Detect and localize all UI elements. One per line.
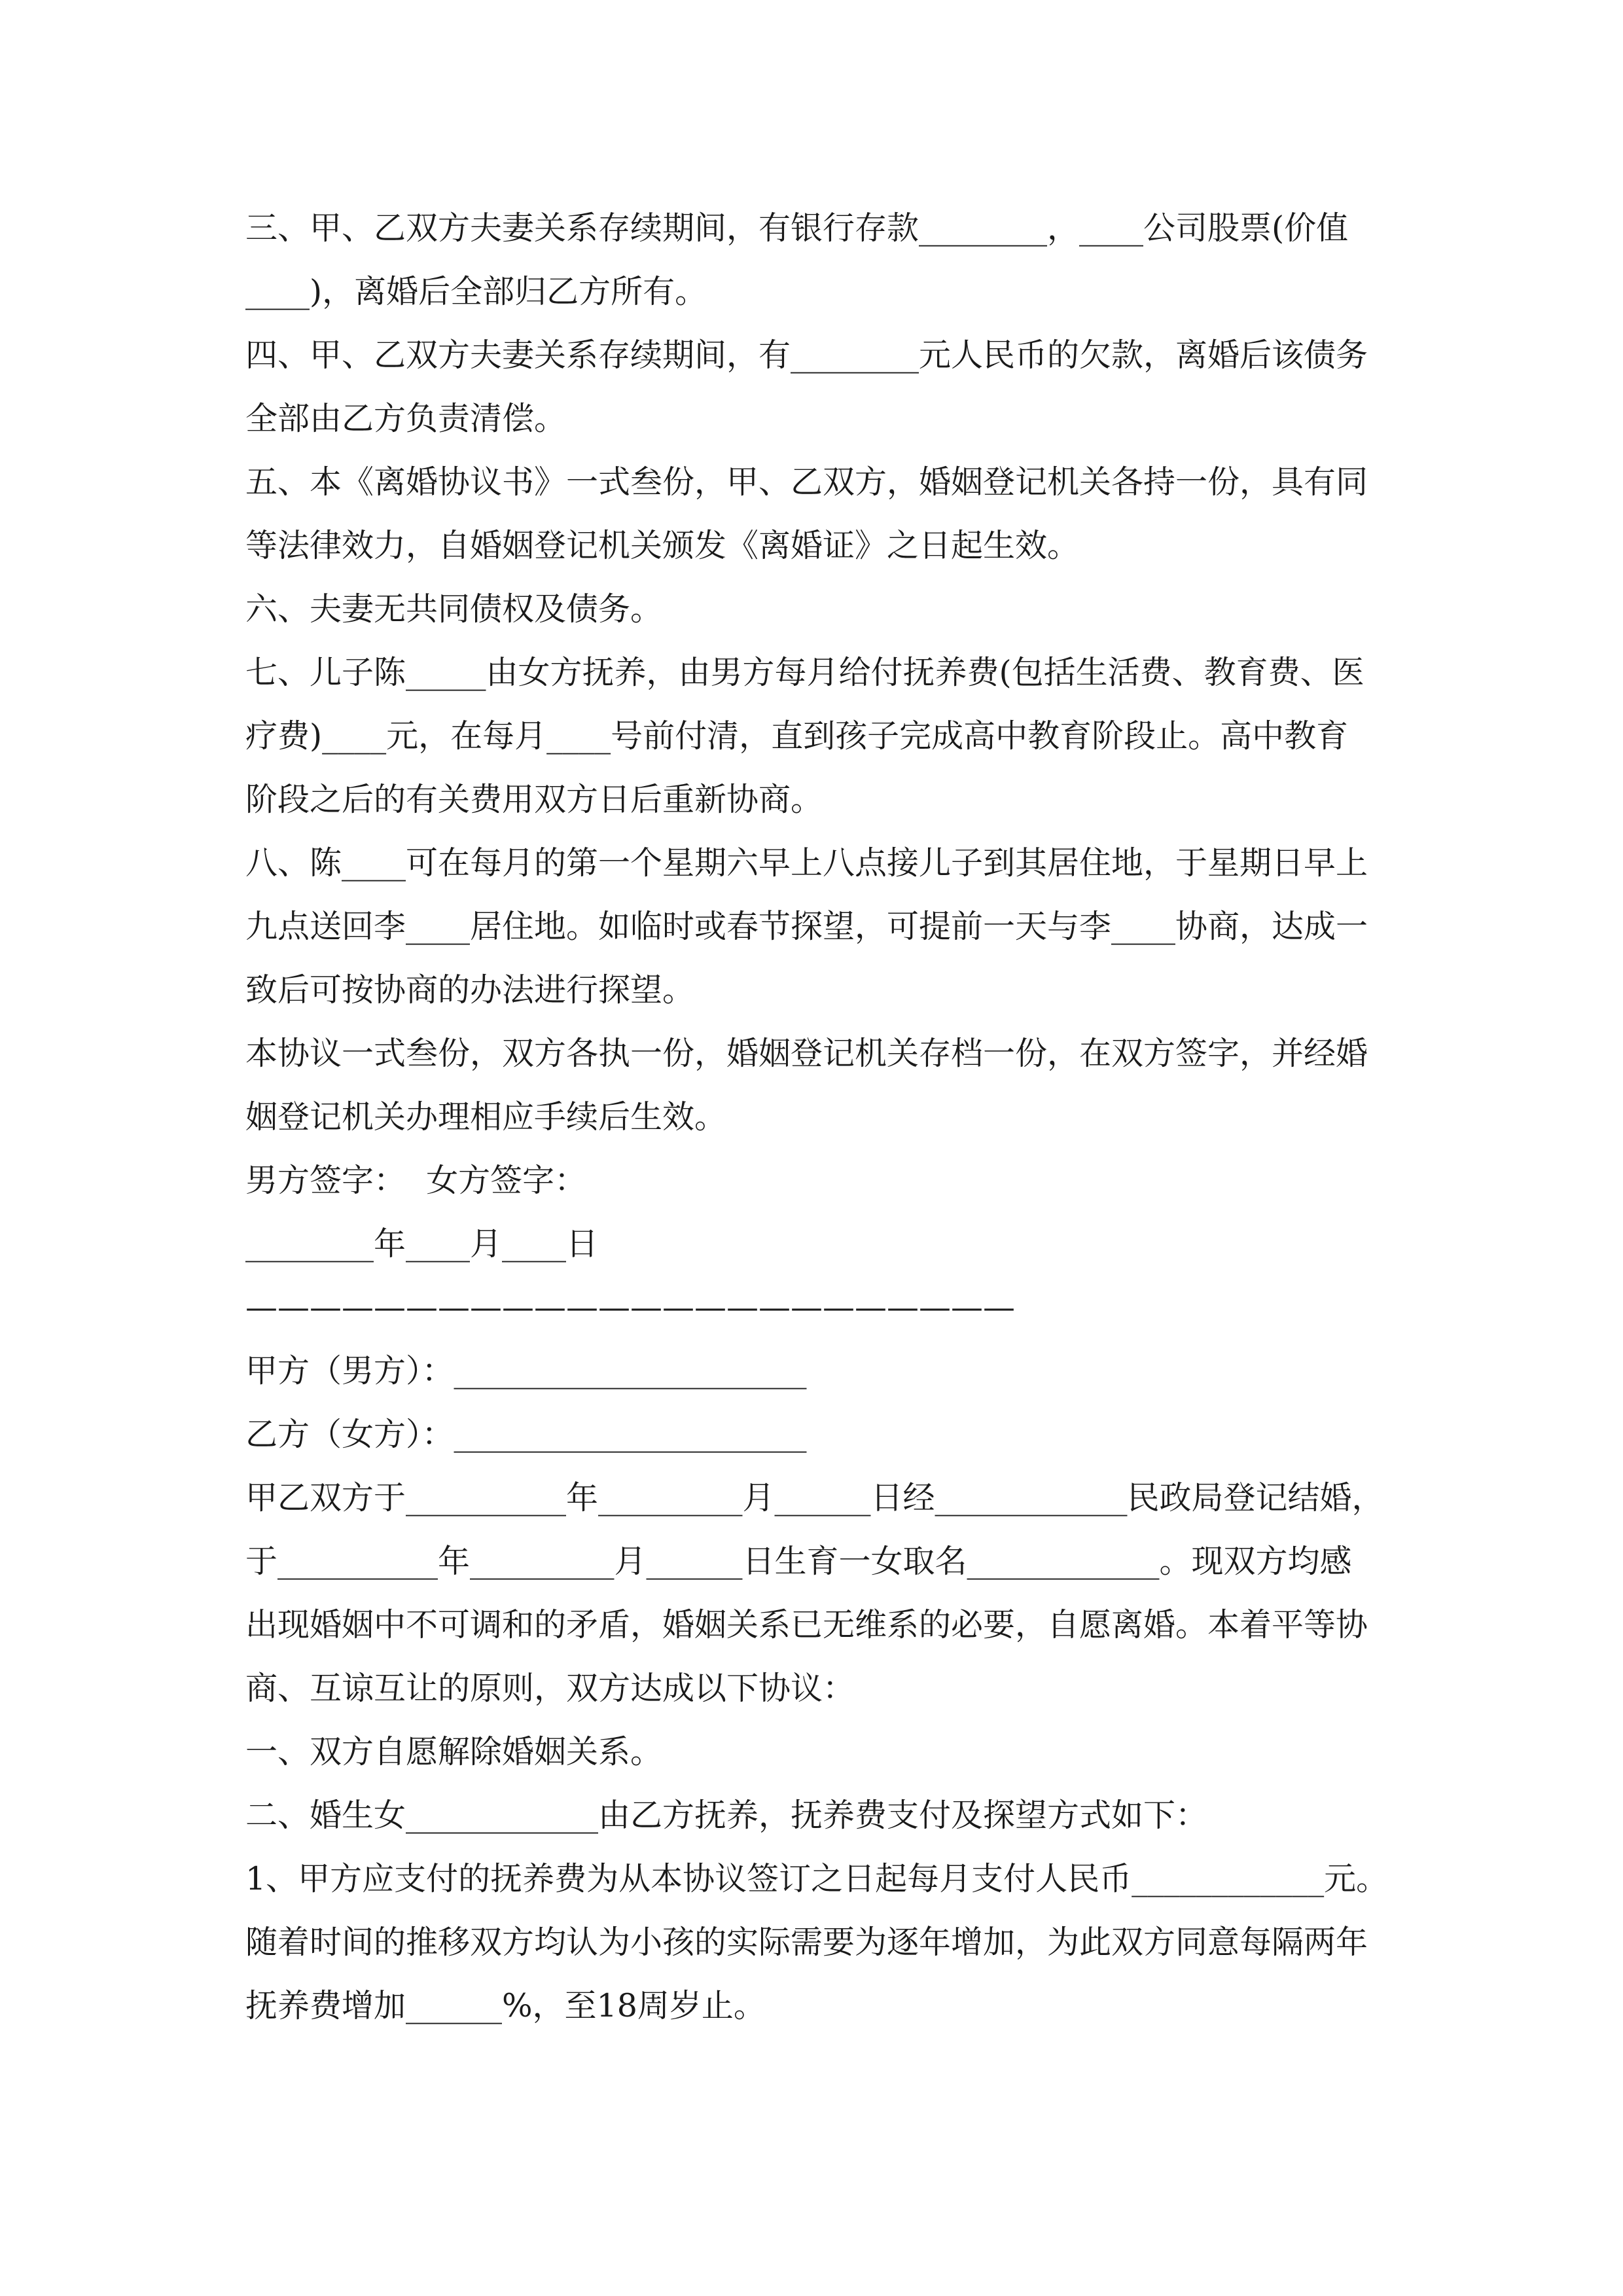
- text-line: 四、甲、乙双方夫妻关系存续期间，有________元人民币的欠款，离婚后该债务: [245, 336, 1368, 374]
- text-line: 三、甲、乙双方夫妻关系存续期间，有银行存款________，____公司股票(价值: [245, 209, 1349, 247]
- text-line: ____)，离婚后全部归乙方所有。: [245, 273, 707, 310]
- text-line: 商、互谅互让的原则，双方达成以下协议：: [245, 1670, 855, 1707]
- text-line: 五、本《离婚协议书》一式叁份，甲、乙双方，婚姻登记机关各持一份，具有同: [245, 463, 1368, 501]
- text-line: 九点送回李____居住地。如临时或春节探望，可提前一天与李____协商，达成一: [245, 908, 1368, 945]
- text-line: 阶段之后的有关费用双方日后重新协商。: [245, 781, 823, 818]
- text-line: 二、婚生女____________由乙方抚养，抚养费支付及探望方式如下：: [245, 1797, 1208, 1834]
- text-line: 七、儿子陈_____由女方抚养，由男方每月给付抚养费(包括生活费、教育费、医: [245, 654, 1364, 691]
- text-line: 抚养费增加______%，至18周岁止。: [245, 1987, 766, 2024]
- text-line: 六、夫妻无共同债权及债务。: [245, 590, 663, 628]
- text-line: 全部由乙方负责清偿。: [245, 400, 567, 437]
- text-line: 本协议一式叁份，双方各执一份，婚姻登记机关存档一份，在双方签字，并经婚: [245, 1035, 1368, 1072]
- text-line: 1、甲方应支付的抚养费为从本协议签订之日起每月支付人民币____________元。: [245, 1860, 1389, 1897]
- text-line: 八、陈____可在每月的第一个星期六早上八点接儿子到其居住地，于星期日早上: [245, 844, 1368, 882]
- text-line: 等法律效力，自婚姻登记机关颁发《离婚证》之日起生效。: [245, 527, 1080, 564]
- text-line: 出现婚姻中不可调和的矛盾，婚姻关系已无维系的必要，自愿离婚。本着平等协: [245, 1606, 1368, 1643]
- text-line: 致后可按协商的办法进行探望。: [245, 971, 695, 1009]
- signature-line: 男方签字： 女方签字：: [245, 1162, 587, 1199]
- text-line: 姻登记机关办理相应手续后生效。: [245, 1098, 727, 1136]
- text-line: 于__________年_________月______日生育一女取名____________。现双方均感: [245, 1543, 1352, 1580]
- text-line: 甲乙双方于__________年_________月______日经____________民政局登记结婚，: [245, 1479, 1384, 1516]
- date-line: ________年____月____日: [245, 1225, 599, 1263]
- text-line: 疗费)____元，在每月____号前付清，直到孩子完成高中教育阶段止。高中教育: [245, 717, 1349, 755]
- document-body: [245, 196, 1389, 2037]
- separator-line: ————————————————————————: [245, 1289, 1015, 1326]
- text-line: 一、双方自愿解除婚姻关系。: [245, 1733, 663, 1770]
- text-line: 随着时间的推移双方均认为小孩的实际需要为逐年增加，为此双方同意每隔两年: [245, 1924, 1368, 1961]
- party-b-line: 乙方（女方）：______________________: [245, 1416, 807, 1453]
- party-a-line: 甲方（男方）：______________________: [245, 1352, 807, 1390]
